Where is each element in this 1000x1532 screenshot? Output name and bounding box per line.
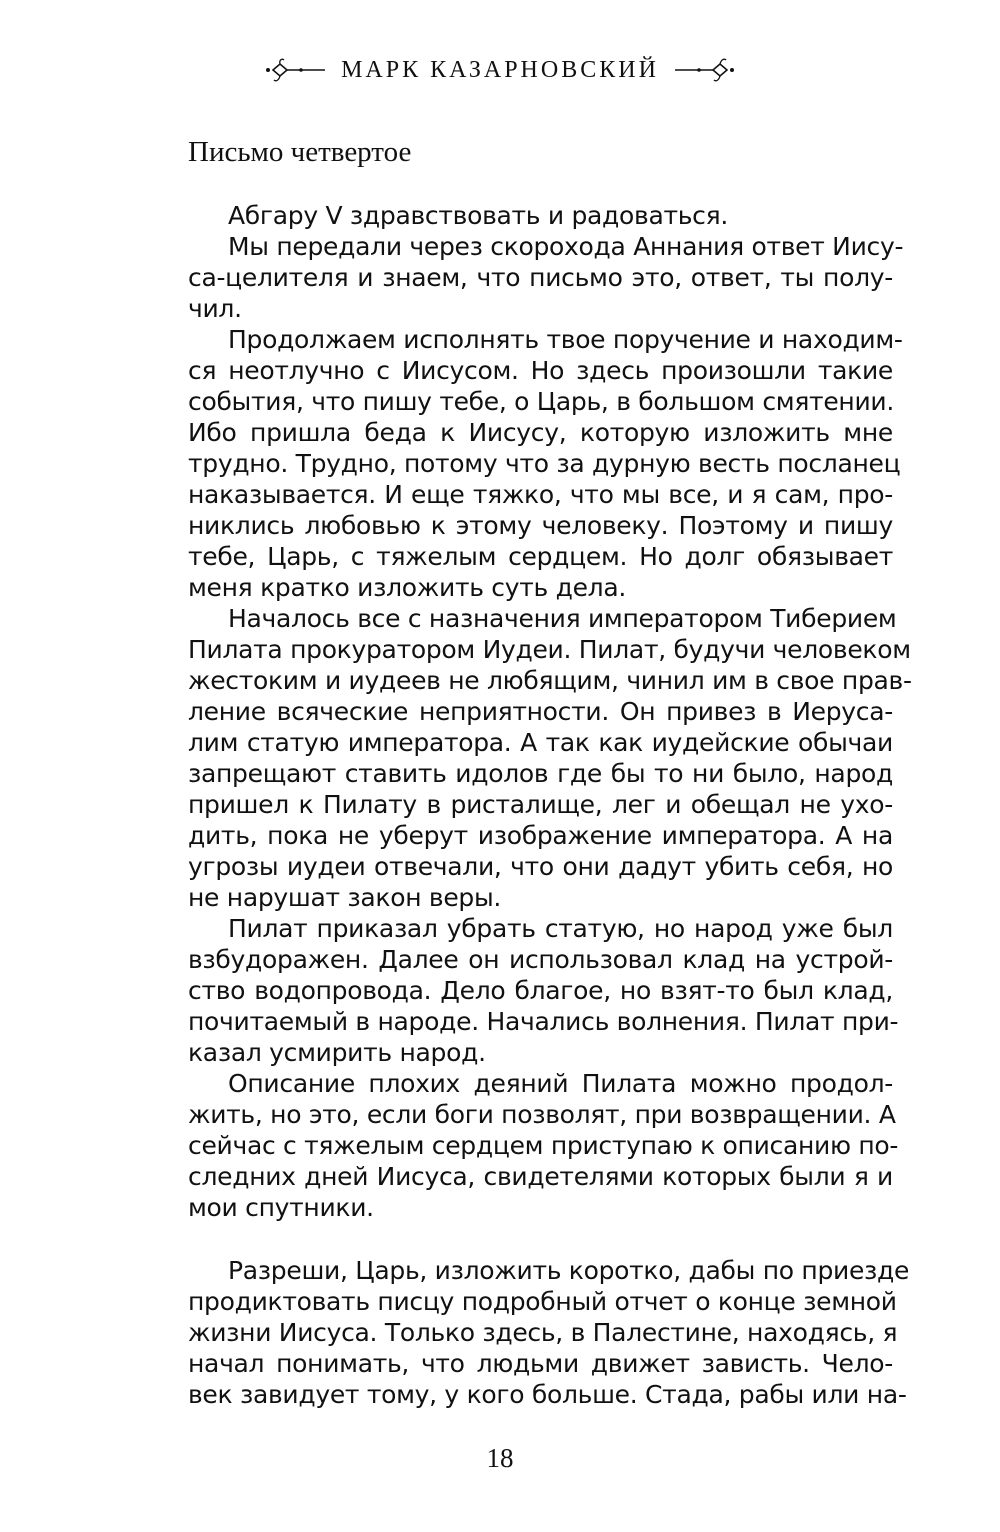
paragraph xyxy=(188,324,903,603)
text-line: Пилат приказал убрать статую, но народ уже был xyxy=(228,914,893,943)
section-break xyxy=(188,1223,893,1255)
paragraph xyxy=(188,200,893,231)
text-line: Продолжаем исполнять твое поручение и находим- xyxy=(228,325,903,354)
text-line: Абгару V здравствовать и радоваться. xyxy=(228,201,729,230)
text-line: сейчас с тяжелым сердцем приступаю к описанию по- xyxy=(188,1131,899,1160)
text-line: Мы передали через скорохода Аннания ответ Иису- xyxy=(228,232,904,261)
text-line: лим статую императора. А так как иудейские обычаи xyxy=(188,728,893,757)
text-line: продиктовать писцу подробный отчет о конце земной xyxy=(188,1287,897,1316)
text-line: ство водопровода. Дело благое, но взят-то был клад, xyxy=(188,976,893,1005)
running-head xyxy=(0,52,1000,88)
text-line: Началось все с назначения императором Тиберием xyxy=(228,604,897,633)
text-line: казал усмирить народ. xyxy=(188,1038,486,1067)
text-line: жизни Иисуса. Только здесь, в Палестине, находясь, я xyxy=(188,1318,898,1347)
text-line: мои спутники. xyxy=(188,1193,374,1222)
text-line: события, что пишу тебе, о Царь, в большом смятении. xyxy=(188,387,894,416)
paragraph xyxy=(188,1068,899,1223)
author-name: МАРК КАЗАРНОВСКИЙ xyxy=(341,57,659,83)
text-line: никлись любовью к этому человеку. Поэтому и пишу xyxy=(188,511,893,540)
text-line: Пилата прокуратором Иудеи. Пилат, будучи человеком xyxy=(188,635,911,664)
text-line: ся неотлучно с Иисусом. Но здесь произошли такие xyxy=(188,356,893,385)
text-line: Ибо пришла беда к Иисусу, которую изложить мне xyxy=(188,418,893,447)
text-line: Описание плохих деяний Пилата можно продол- xyxy=(228,1069,893,1098)
text-line: тебе, Царь, с тяжелым сердцем. Но долг обязывает xyxy=(188,542,893,571)
page-number: 18 xyxy=(486,1443,514,1473)
paragraph xyxy=(188,603,912,913)
paragraph xyxy=(188,913,899,1068)
text-line: трудно. Трудно, потому что за дурную весть посланец xyxy=(188,449,901,478)
text-line: запрещают ставить идолов где бы то ни было, народ xyxy=(188,759,893,788)
text-line: не нарушат закон веры. xyxy=(188,883,502,912)
text-line: дить, пока не уберут изображение императора. А на xyxy=(188,821,893,850)
text-line: меня кратко изложить суть дела. xyxy=(188,573,626,602)
text-line: век завидует тому, у кого больше. Стада, рабы или на- xyxy=(188,1380,907,1409)
body-text xyxy=(188,200,912,1410)
text-line: жестоким и иудеев не любящим, чинил им в свое прав- xyxy=(188,666,912,695)
text-line: наказывается. И еще тяжко, что мы все, и я сам, про- xyxy=(188,480,893,509)
text-line: пришел к Пилату в ристалище, лег и обещал не ухо- xyxy=(188,790,893,819)
text-line: ление всяческие неприятности. Он привез в Иеруса- xyxy=(188,697,893,726)
text-line: взбудоражен. Далее он использовал клад на устрой- xyxy=(188,945,893,974)
text-line: угрозы иудеи отвечали, что они дадут убить себя, но xyxy=(188,852,893,881)
text-line: чил. xyxy=(188,294,242,323)
text-line: жить, но это, если боги позволят, при возвращении. А xyxy=(188,1100,896,1129)
chapter-title: Письмо четвертое xyxy=(188,136,412,168)
text-line: са-целителя и знаем, что письмо это, ответ, ты полу- xyxy=(188,263,893,292)
text-line: начал понимать, что людьми движет зависть. Чело- xyxy=(188,1349,893,1378)
text-line: следних дней Иисуса, свидетелями которых были я и xyxy=(188,1162,893,1191)
paragraph xyxy=(188,1255,910,1410)
text-line: почитаемый в народе. Начались волнения. Пилат при- xyxy=(188,1007,899,1036)
text-line: Разреши, Царь, изложить коротко, дабы по приезде xyxy=(228,1256,910,1285)
paragraph xyxy=(188,231,904,324)
right-ornament-icon xyxy=(673,55,735,85)
left-ornament-icon xyxy=(265,55,327,85)
